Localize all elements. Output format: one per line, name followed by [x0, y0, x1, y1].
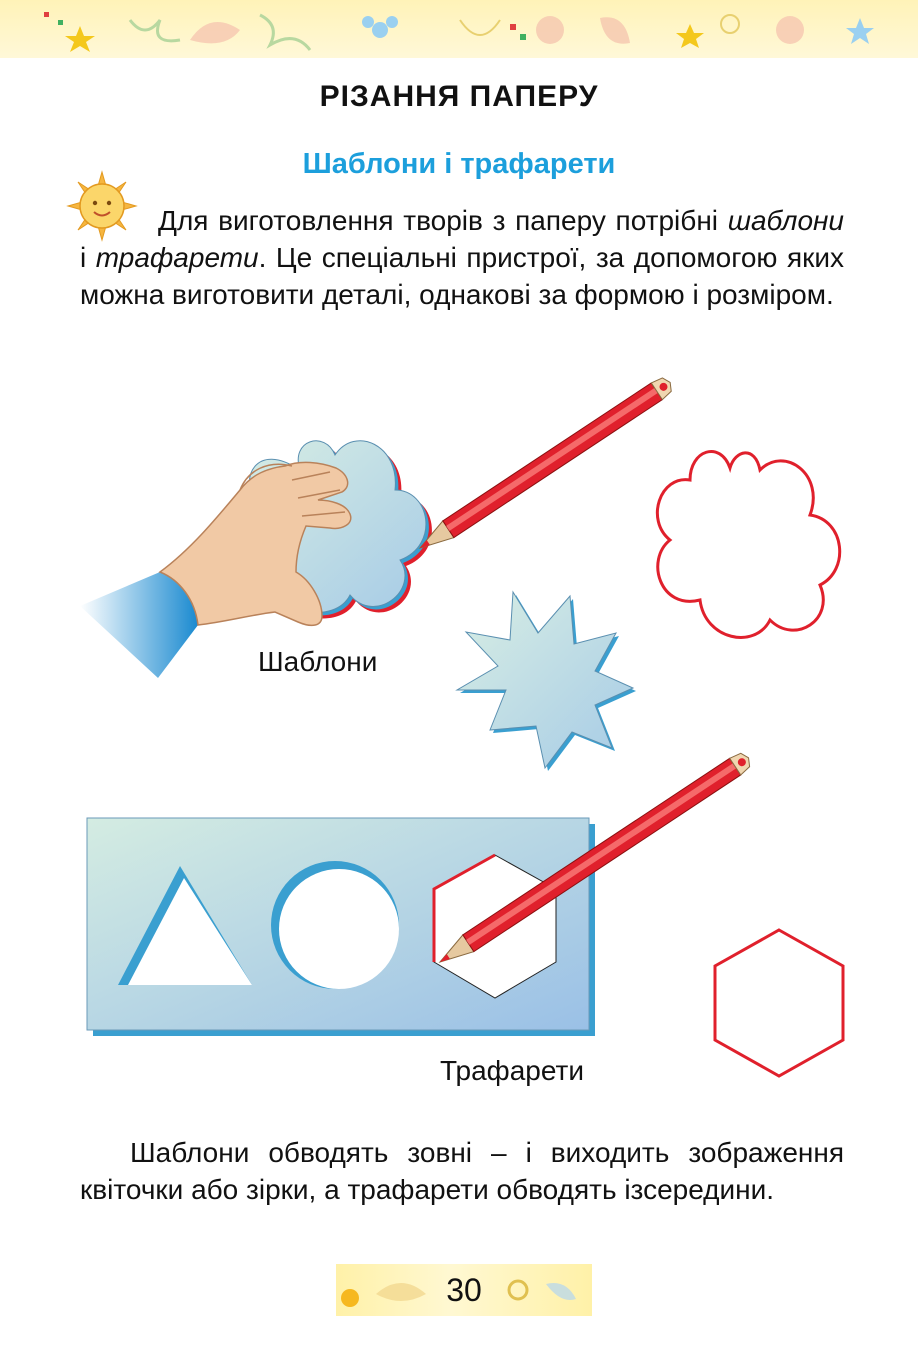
star-template	[457, 592, 636, 771]
stencil-plate	[87, 818, 595, 1036]
page-number-strip	[336, 1264, 592, 1316]
caption-stencils: Трафарети	[440, 1055, 584, 1086]
page-title: РІЗАННЯ ПАПЕРУ	[319, 80, 599, 113]
term-stencils: трафарети	[95, 242, 259, 273]
term-templates: шаблони	[727, 205, 844, 236]
pencil-icon	[414, 374, 675, 556]
outro-text: Шаблони обводять зовні – і виходить зображення квіточки або зірки, а трафарети обводять ізсередини.	[80, 1137, 844, 1205]
intro-text-2: і	[80, 242, 96, 273]
outro-paragraph	[80, 1134, 844, 1208]
flower-outline	[657, 451, 839, 637]
intro-text-1: Для виготовлення творів з паперу потрібні	[158, 205, 728, 236]
caption-templates: Шаблони	[258, 646, 378, 677]
section-subtitle: Шаблони і трафарети	[302, 148, 616, 180]
page-number: 30	[446, 1272, 482, 1308]
sleeve-icon	[80, 572, 198, 678]
hexagon-outline	[715, 930, 843, 1076]
intro-text-3: . Це спеціальні пристрої, за допомогою яких можна виготовити деталі, однакові за формою і розміром.	[80, 242, 844, 310]
